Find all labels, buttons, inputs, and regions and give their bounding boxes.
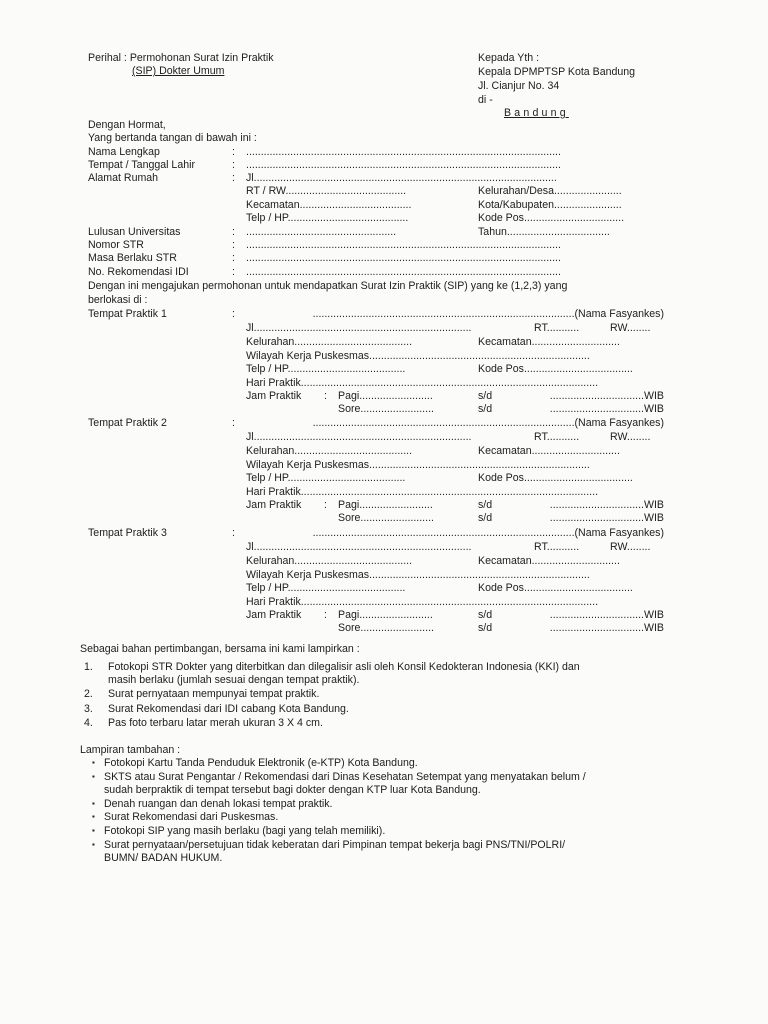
- field-masa[interactable]: ...........................................................................................................: [246, 252, 561, 264]
- field-kode-pos-3[interactable]: Kode Pos.....................................: [478, 582, 633, 594]
- field-rt-3[interactable]: RT...........: [534, 541, 580, 553]
- perihal-line1: Permohonan Surat Izin Praktik: [129, 52, 274, 64]
- field-telp-1[interactable]: Telp / HP........................................: [246, 363, 406, 375]
- recipient-line2: Jl. Cianjur No. 34: [478, 80, 560, 92]
- field-jl[interactable]: Jl.......................................................................................................: [246, 172, 557, 184]
- field-jl-3[interactable]: Jl..........................................................................: [246, 541, 472, 553]
- label-nama: Nama Lengkap: [88, 146, 160, 158]
- colon: :: [232, 172, 235, 184]
- field-tahun[interactable]: Tahun...................................: [478, 226, 610, 238]
- colon: :: [232, 146, 235, 158]
- field-wilayah-3[interactable]: Wilayah Kerja Puskesmas...........................................................................: [246, 569, 590, 581]
- label-alamat: Alamat Rumah: [88, 172, 159, 184]
- field-ttl[interactable]: ...........................................................................................................: [246, 159, 561, 171]
- perihal-label: Perihal :: [88, 52, 127, 64]
- extra-item: SKTS atau Surat Pengantar / Rekomendasi dari Dinas Kesehatan Setempat yang menyatakan belum /: [104, 771, 586, 783]
- field-sore-end-3[interactable]: ................................WIB: [549, 622, 664, 634]
- extra-item: Fotokopi Kartu Tanda Penduduk Elektronik (e-KTP) Kota Bandung.: [104, 757, 418, 769]
- field-kota-kab[interactable]: Kota/Kabupaten.......................: [478, 199, 622, 211]
- greeting-intro: Yang bertanda tangan di bawah ini :: [88, 132, 257, 144]
- field-rw-3[interactable]: RW........: [610, 541, 651, 553]
- field-telp[interactable]: Telp / HP.........................................: [246, 212, 409, 224]
- colon: :: [324, 390, 327, 402]
- perihal: [88, 52, 274, 64]
- label-masa: Masa Berlaku STR: [88, 252, 177, 264]
- field-rt-2[interactable]: RT...........: [534, 431, 580, 443]
- field-pagi-2[interactable]: Pagi.........................: [338, 499, 433, 511]
- colon: :: [324, 499, 327, 511]
- colon: :: [232, 252, 235, 264]
- bullet-icon: ▪: [92, 826, 95, 835]
- jam-praktik-label: Jam Praktik: [246, 390, 302, 402]
- attachment-num: 3.: [84, 703, 93, 715]
- extra-item: Surat pernyataan/persetujuan tidak keberatan dari Pimpinan tempat bekerja bagi PNS/TNI/POLRI/: [104, 839, 566, 851]
- field-jl-2[interactable]: Jl..........................................................................: [246, 431, 472, 443]
- field-hari-3[interactable]: Hari Praktik.....................................................................................................: [246, 596, 599, 608]
- field-sore-1[interactable]: Sore.........................: [338, 403, 434, 415]
- field-kelurahan-3[interactable]: Kelurahan........................................: [246, 555, 413, 567]
- field-pagi-end-3[interactable]: ................................WIB: [549, 609, 664, 621]
- bullet-icon: ▪: [92, 758, 95, 767]
- attachment-item-cont: masih berlaku (jumlah sesuai dengan tempat praktik).: [108, 674, 360, 686]
- field-pagi-end-2[interactable]: ................................WIB: [549, 499, 664, 511]
- field-rt-1[interactable]: RT...........: [534, 322, 580, 334]
- field-kelurahan-desa[interactable]: Kelurahan/Desa.......................: [478, 185, 622, 197]
- field-wilayah-1[interactable]: Wilayah Kerja Puskesmas...........................................................................: [246, 350, 590, 362]
- field-sore-end-1[interactable]: ................................WIB: [549, 403, 664, 415]
- sd-label: s/d: [478, 609, 493, 621]
- field-rw-1[interactable]: RW........: [610, 322, 651, 334]
- field-sore-3[interactable]: Sore.........................: [338, 622, 434, 634]
- recipient-city: Bandung: [504, 107, 569, 119]
- field-telp-2[interactable]: Telp / HP........................................: [246, 472, 406, 484]
- field-rt-rw[interactable]: RT / RW.........................................: [246, 185, 407, 197]
- request-line2: berlokasi di :: [88, 294, 148, 306]
- colon: :: [232, 417, 235, 429]
- field-jl-1[interactable]: Jl..........................................................................: [246, 322, 472, 334]
- field-rw-2[interactable]: RW........: [610, 431, 651, 443]
- field-kode-pos-2[interactable]: Kode Pos.....................................: [478, 472, 633, 484]
- sd-label: s/d: [478, 512, 493, 524]
- field-pagi-end-1[interactable]: ................................WIB: [549, 390, 664, 402]
- field-kelurahan-2[interactable]: Kelurahan........................................: [246, 445, 413, 457]
- extra-item-cont: BUMN/ BADAN HUKUM.: [104, 852, 223, 864]
- label-str: Nomor STR: [88, 239, 144, 251]
- tempat-praktik-2-label: Tempat Praktik 2: [88, 417, 167, 429]
- field-kelurahan-1[interactable]: Kelurahan........................................: [246, 336, 413, 348]
- perihal-line2: (SIP) Dokter Umum: [132, 65, 225, 77]
- recipient-line3: di -: [478, 94, 493, 106]
- attachment-num: 2.: [84, 688, 93, 700]
- field-hari-1[interactable]: Hari Praktik.....................................................................................................: [246, 377, 599, 389]
- colon: :: [232, 266, 235, 278]
- field-fasyankes-3[interactable]: .........................................................................................(Nama Fasyankes): [312, 527, 664, 539]
- field-kecamatan-3[interactable]: Kecamatan..............................: [478, 555, 620, 567]
- field-kecamatan[interactable]: Kecamatan......................................: [246, 199, 412, 211]
- sd-label: s/d: [478, 499, 493, 511]
- colon: :: [232, 239, 235, 251]
- attachment-num: 4.: [84, 717, 93, 729]
- label-lulusan: Lulusan Universitas: [88, 226, 181, 238]
- attachments-intro: Sebagai bahan pertimbangan, bersama ini kami lampirkan :: [80, 643, 360, 655]
- field-fasyankes-1[interactable]: .........................................................................................(Nama Fasyankes): [312, 308, 664, 320]
- field-wilayah-2[interactable]: Wilayah Kerja Puskesmas...........................................................................: [246, 459, 590, 471]
- colon: :: [232, 159, 235, 171]
- field-kode-pos-1[interactable]: Kode Pos.....................................: [478, 363, 633, 375]
- field-rekom[interactable]: ...........................................................................................................: [246, 266, 561, 278]
- kepada-yth: Kepada Yth :: [478, 52, 540, 64]
- field-lulusan[interactable]: ...................................................: [246, 226, 397, 238]
- field-sore-end-2[interactable]: ................................WIB: [549, 512, 664, 524]
- field-sore-2[interactable]: Sore.........................: [338, 512, 434, 524]
- field-pagi-1[interactable]: Pagi.........................: [338, 390, 433, 402]
- field-kode-pos[interactable]: Kode Pos..................................: [478, 212, 625, 224]
- extra-intro: Lampiran tambahan :: [80, 744, 181, 756]
- label-rekom: No. Rekomendasi IDI: [88, 266, 189, 278]
- field-fasyankes-2[interactable]: .........................................................................................(Nama Fasyankes): [312, 417, 664, 429]
- jam-praktik-label: Jam Praktik: [246, 499, 302, 511]
- greeting-hormat: Dengan Hormat,: [88, 119, 166, 131]
- attachment-item: Surat pernyataan mempunyai tempat praktik.: [108, 688, 320, 700]
- field-nama[interactable]: ...........................................................................................................: [246, 146, 561, 158]
- bullet-icon: ▪: [92, 799, 95, 808]
- extra-item: Surat Rekomendasi dari Puskesmas.: [104, 811, 279, 823]
- bullet-icon: ▪: [92, 812, 95, 821]
- bullet-icon: ▪: [92, 840, 95, 849]
- extra-item: Denah ruangan dan denah lokasi tempat praktik.: [104, 798, 333, 810]
- tempat-praktik-1-label: Tempat Praktik 1: [88, 308, 167, 320]
- field-telp-3[interactable]: Telp / HP........................................: [246, 582, 406, 594]
- field-hari-2[interactable]: Hari Praktik.....................................................................................................: [246, 486, 599, 498]
- colon: :: [232, 226, 235, 238]
- field-pagi-3[interactable]: Pagi.........................: [338, 609, 433, 621]
- attachment-item: Pas foto terbaru latar merah ukuran 3 X 4 cm.: [108, 717, 323, 729]
- field-kecamatan-1[interactable]: Kecamatan..............................: [478, 336, 620, 348]
- attachment-item: Fotokopi STR Dokter yang diterbitkan dan dilegalisir asli oleh Konsil Kedokteran Indonesia (KKI) dan: [108, 661, 580, 673]
- field-str[interactable]: ...........................................................................................................: [246, 239, 561, 251]
- extra-item: Fotokopi SIP yang masih berlaku (bagi yang telah memiliki).: [104, 825, 386, 837]
- label-ttl: Tempat / Tanggal Lahir: [88, 159, 195, 171]
- bullet-icon: ▪: [92, 772, 95, 781]
- recipient-line1: Kepala DPMPTSP Kota Bandung: [478, 66, 636, 78]
- field-kecamatan-2[interactable]: Kecamatan..............................: [478, 445, 620, 457]
- request-line1: Dengan ini mengajukan permohonan untuk mendapatkan Surat Izin Praktik (SIP) yang ke (1,2,3) yang: [88, 280, 568, 292]
- sd-label: s/d: [478, 622, 493, 634]
- attachment-num: 1.: [84, 661, 93, 673]
- colon: :: [232, 308, 235, 320]
- colon: :: [232, 527, 235, 539]
- attachment-item: Surat Rekomendasi dari IDI cabang Kota Bandung.: [108, 703, 349, 715]
- extra-item-cont: sudah berpraktik di tempat tersebut bagi dokter dengan KTP luar Kota Bandung.: [104, 784, 481, 796]
- colon: :: [324, 609, 327, 621]
- sd-label: s/d: [478, 403, 493, 415]
- jam-praktik-label: Jam Praktik: [246, 609, 302, 621]
- sd-label: s/d: [478, 390, 493, 402]
- tempat-praktik-3-label: Tempat Praktik 3: [88, 527, 167, 539]
